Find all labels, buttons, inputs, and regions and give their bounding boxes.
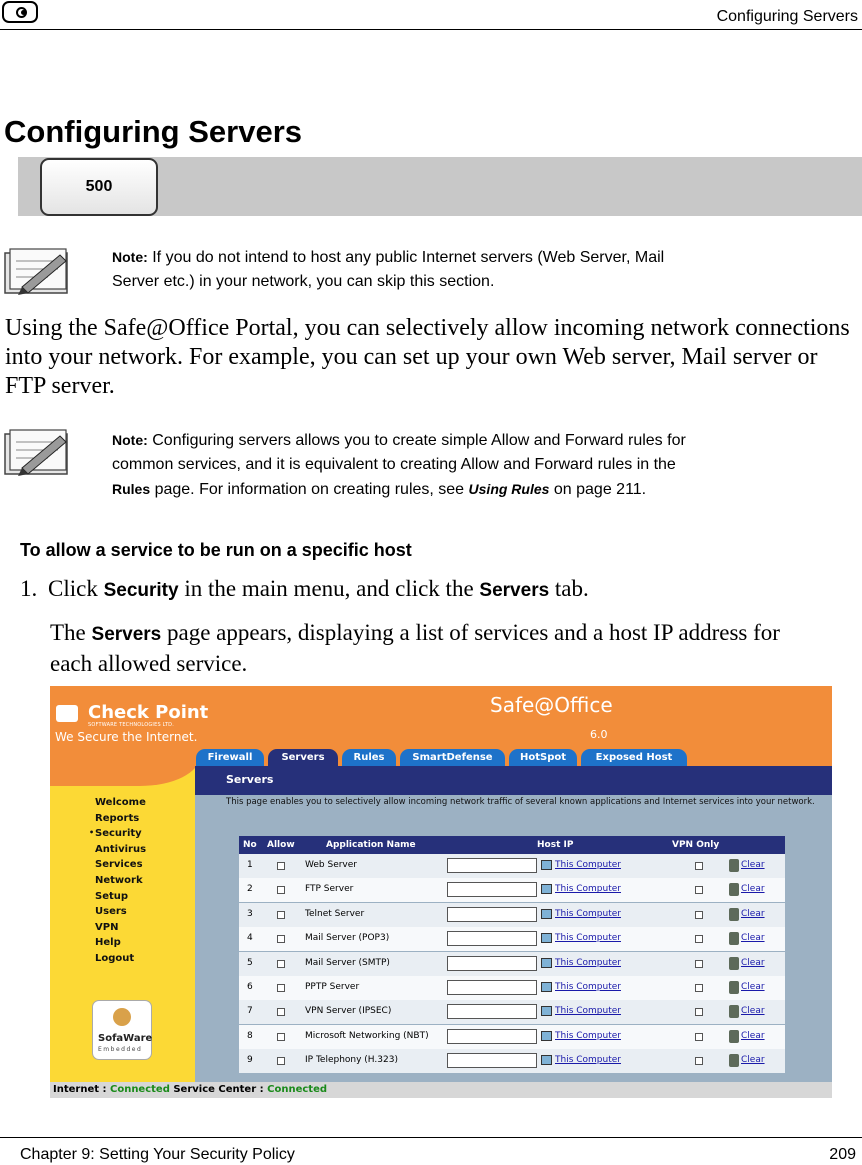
row-number: 4: [247, 933, 253, 944]
vpn-only-checkbox[interactable]: [695, 1008, 703, 1016]
section-band: [195, 766, 832, 795]
topbar-wave: [50, 746, 200, 786]
application-name: Microsoft Networking (NBT): [305, 1030, 429, 1041]
note-1-label: Note:: [112, 249, 148, 265]
servers-screenshot: [50, 686, 832, 1098]
status-center-value: Connected: [267, 1084, 328, 1095]
trash-icon[interactable]: [729, 957, 739, 970]
clear-link[interactable]: Clear: [741, 957, 765, 968]
note-1-line1: If you do not intend to host any public Internet servers (Web Server, Mail: [152, 249, 665, 266]
vpn-only-checkbox[interactable]: [695, 911, 703, 919]
vpn-only-checkbox[interactable]: [695, 935, 703, 943]
step-text: The: [50, 620, 86, 645]
clear-link[interactable]: Clear: [741, 860, 765, 870]
menu-network[interactable]: Network: [95, 874, 143, 886]
servers-content: [195, 766, 832, 1082]
computer-icon[interactable]: [541, 884, 552, 894]
row-number: 1: [247, 860, 253, 870]
application-name: Mail Server (POP3): [305, 933, 390, 944]
using-rules-link[interactable]: Using Rules: [468, 481, 550, 497]
trash-icon[interactable]: [729, 981, 739, 994]
this-computer-link[interactable]: This Computer: [555, 982, 621, 992]
computer-icon[interactable]: [541, 1055, 552, 1065]
slogan: We Secure the Internet.: [55, 730, 198, 744]
trash-icon[interactable]: [729, 1054, 739, 1067]
vpn-only-checkbox[interactable]: [695, 984, 703, 992]
table-row: [239, 927, 785, 951]
footer-rule: [0, 1137, 862, 1138]
table-row: [239, 878, 785, 902]
note-2-line1: Configuring servers allows you to create simple Allow and Forward rules for: [152, 432, 686, 449]
menu-security[interactable]: • Security: [95, 828, 146, 844]
note-2: [112, 428, 842, 502]
security-term: Security: [103, 580, 179, 601]
computer-icon[interactable]: [541, 909, 552, 919]
allow-checkbox[interactable]: [277, 886, 285, 894]
computer-icon[interactable]: [541, 933, 552, 943]
allow-checkbox[interactable]: [277, 1057, 285, 1065]
sofaware-embedded: Embedded: [98, 1046, 143, 1053]
row-number: 6: [247, 982, 253, 992]
note-2-line3: page. For information on creating rules, see: [154, 481, 465, 498]
note-1: [112, 245, 812, 294]
step-result: [50, 618, 860, 678]
menu-users[interactable]: Users: [95, 906, 127, 918]
this-computer-link[interactable]: This Computer: [555, 933, 621, 944]
servers-term: Servers: [479, 580, 550, 601]
clear-link[interactable]: Clear: [741, 908, 765, 919]
step-text: in the main menu, and click the: [184, 576, 474, 601]
computer-icon[interactable]: [541, 982, 552, 992]
check-point-logo-icon: [56, 705, 78, 722]
host-ip-input[interactable]: [447, 980, 537, 995]
brand-name: Check Point: [88, 702, 209, 723]
vpn-only-checkbox[interactable]: [695, 960, 703, 968]
sofaware-name: SofaWare: [98, 1033, 153, 1044]
tab-exposed-host[interactable]: Exposed Host: [581, 749, 687, 766]
product-name: Safe@Office: [490, 693, 613, 717]
tab-servers[interactable]: Servers: [268, 749, 338, 766]
this-computer-link[interactable]: This Computer: [555, 860, 621, 870]
allow-checkbox[interactable]: [277, 984, 285, 992]
this-computer-link[interactable]: This Computer: [555, 1055, 621, 1066]
table-row: [239, 976, 785, 1000]
table-row: [239, 1000, 785, 1024]
status-internet-label: Internet :: [53, 1084, 107, 1095]
row-number: 7: [247, 1006, 253, 1017]
model-badge: 500: [40, 158, 158, 216]
status-center-label: Service Center :: [173, 1084, 264, 1095]
computer-icon[interactable]: [541, 860, 552, 870]
application-name: VPN Server (IPSEC): [305, 1006, 392, 1017]
host-ip-input[interactable]: [447, 1053, 537, 1068]
running-title: Configuring Servers: [716, 8, 858, 25]
vpn-only-checkbox[interactable]: [695, 1033, 703, 1041]
table-row: [239, 1049, 785, 1073]
tab-firewall[interactable]: Firewall: [196, 749, 264, 766]
row-number: 9: [247, 1055, 253, 1066]
menu-welcome[interactable]: Welcome: [95, 797, 146, 808]
clear-link[interactable]: Clear: [741, 982, 765, 992]
trash-icon[interactable]: [729, 1030, 739, 1043]
host-ip-input[interactable]: [447, 882, 537, 897]
vpn-only-checkbox[interactable]: [695, 886, 703, 894]
allow-checkbox[interactable]: [277, 960, 285, 968]
host-ip-input[interactable]: [447, 1029, 537, 1044]
application-name: IP Telephony (H.323): [305, 1055, 398, 1066]
page-title: Configuring Servers: [4, 114, 302, 149]
trash-icon[interactable]: [729, 908, 739, 921]
computer-icon[interactable]: [541, 1031, 552, 1041]
tab-hotspot[interactable]: HotSpot: [509, 749, 577, 766]
allow-checkbox[interactable]: [277, 1033, 285, 1041]
sofaware-logo: [92, 1000, 152, 1060]
trash-icon[interactable]: [729, 1005, 739, 1018]
trash-icon[interactable]: [729, 932, 739, 945]
allow-checkbox[interactable]: [277, 935, 285, 943]
computer-icon[interactable]: [541, 1006, 552, 1016]
row-number: 5: [247, 957, 253, 968]
servers-term: Servers: [91, 624, 162, 645]
status-internet-value: Connected: [109, 1084, 170, 1095]
allow-checkbox[interactable]: [277, 1008, 285, 1016]
col-no: No: [243, 840, 257, 850]
menu-reports[interactable]: Reports: [95, 812, 140, 824]
sofaware-icon: [113, 1008, 131, 1026]
procedure-title: To allow a service to be run on a specific host: [20, 540, 412, 560]
section-description: This page enables you to selectively allow incoming network traffic of several known applications and Internet services into your network.: [226, 797, 815, 807]
this-computer-link[interactable]: This Computer: [555, 908, 621, 919]
table-row: [239, 903, 785, 927]
menu-antivirus[interactable]: Antivirus: [95, 843, 147, 855]
trash-icon[interactable]: [729, 859, 739, 872]
menu-logout[interactable]: Logout: [95, 952, 135, 964]
table-row: [239, 1025, 785, 1049]
table-row: [239, 952, 785, 976]
note-1-line2: Server etc.) in your network, you can skip this section.: [112, 273, 495, 290]
step-text: tab.: [554, 576, 589, 601]
col-application: Application Name: [326, 840, 416, 850]
header-logo-icon: [2, 1, 38, 23]
table-header: [239, 836, 785, 854]
note-pencil-icon: [2, 428, 70, 478]
main-menu: [95, 797, 146, 969]
col-host-ip: Host IP: [537, 840, 574, 850]
clear-link[interactable]: Clear: [741, 933, 765, 944]
menu-vpn[interactable]: VPN: [95, 921, 119, 933]
application-name: Web Server: [305, 860, 357, 870]
table-row: [239, 854, 785, 878]
step-number: 1.: [20, 576, 38, 601]
host-ip-input[interactable]: [447, 907, 537, 922]
row-number: 3: [247, 908, 253, 919]
vpn-only-checkbox[interactable]: [695, 1057, 703, 1065]
menu-services[interactable]: Services: [95, 859, 143, 871]
allow-checkbox[interactable]: [277, 911, 285, 919]
note-2-label: Note:: [112, 432, 148, 448]
vpn-only-checkbox[interactable]: [695, 862, 703, 870]
header-rule: [0, 29, 862, 30]
row-number: 2: [247, 884, 253, 895]
this-computer-link[interactable]: This Computer: [555, 1006, 621, 1017]
note-2-line3-end: on page 211.: [553, 481, 647, 498]
step-text: Click: [48, 576, 98, 601]
menu-setup[interactable]: Setup: [95, 890, 129, 902]
brand-subtitle: SOFTWARE TECHNOLOGIES LTD.: [88, 722, 175, 728]
clear-link[interactable]: Clear: [741, 1030, 765, 1041]
step-text: each allowed service.: [50, 651, 248, 676]
clear-link[interactable]: Clear: [741, 1055, 765, 1066]
computer-icon[interactable]: [541, 958, 552, 968]
status-bar: [50, 1082, 832, 1098]
host-ip-input[interactable]: [447, 858, 537, 873]
trash-icon[interactable]: [729, 883, 739, 896]
application-name: PPTP Server: [305, 982, 360, 992]
host-ip-input[interactable]: [447, 931, 537, 946]
note-pencil-icon: [2, 247, 70, 297]
note-2-line2: common services, and it is equivalent to creating Allow and Forward rules in the: [112, 456, 676, 473]
col-allow: Allow: [267, 840, 295, 850]
this-computer-link[interactable]: This Computer: [555, 957, 621, 968]
this-computer-link[interactable]: This Computer: [555, 884, 621, 895]
col-vpn-only: VPN Only: [672, 840, 720, 850]
row-number: 8: [247, 1030, 253, 1041]
tab-rules[interactable]: Rules: [342, 749, 396, 766]
section-title: Servers: [226, 773, 274, 786]
step-text: page appears, displaying a list of services and a host IP address for: [167, 620, 780, 645]
rules-word: Rules: [112, 481, 151, 497]
application-name: Mail Server (SMTP): [305, 957, 390, 968]
product-version: 6.0: [590, 728, 608, 741]
this-computer-link[interactable]: This Computer: [555, 1030, 621, 1041]
step-1: [20, 576, 589, 602]
footer-page-number: 209: [829, 1146, 856, 1163]
intro-paragraph: Using the Safe@Office Portal, you can selectively allow incoming network connections into your network. For example, you can set up your own Web server, Mail server or FTP server.: [5, 315, 850, 399]
clear-link[interactable]: Clear: [741, 1006, 765, 1017]
clear-link[interactable]: Clear: [741, 884, 765, 895]
host-ip-input[interactable]: [447, 1004, 537, 1019]
allow-checkbox[interactable]: [277, 862, 285, 870]
application-name: Telnet Server: [305, 908, 365, 919]
menu-help[interactable]: Help: [95, 937, 121, 949]
footer-chapter: Chapter 9: Setting Your Security Policy: [20, 1146, 295, 1163]
tab-smartdefense[interactable]: SmartDefense: [400, 749, 505, 766]
application-name: FTP Server: [305, 884, 354, 895]
host-ip-input[interactable]: [447, 956, 537, 971]
